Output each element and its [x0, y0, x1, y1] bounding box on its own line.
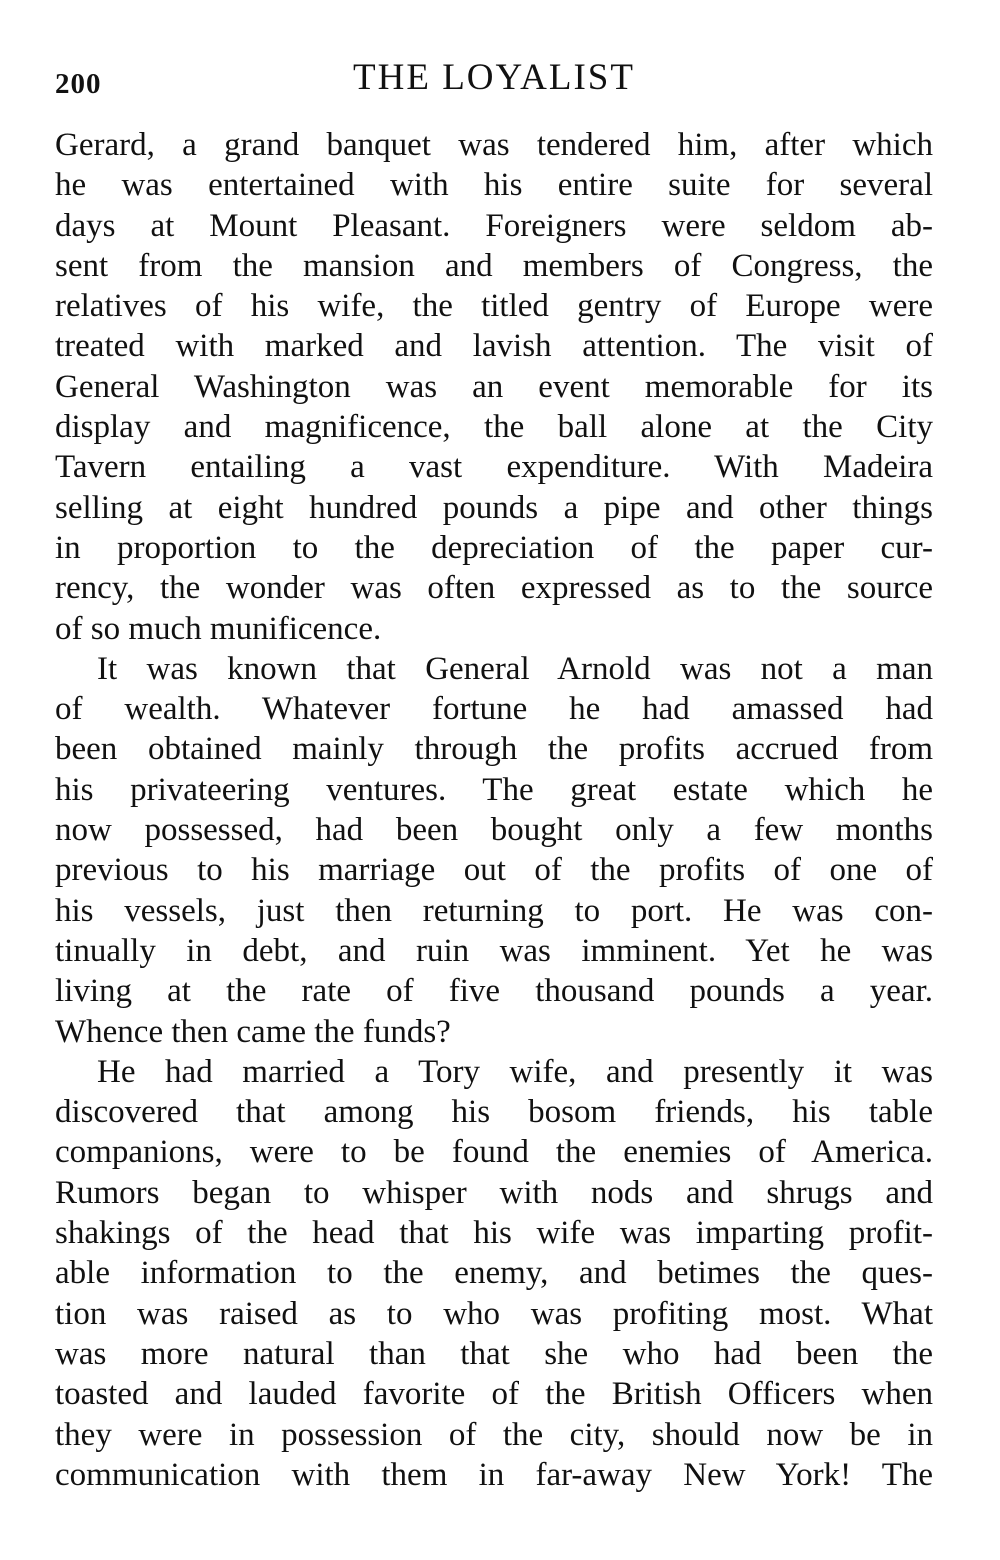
- text-line: his vessels, just then returning to port. He was con-: [55, 892, 933, 929]
- text-line: able information to the enemy, and betimes the ques-: [55, 1255, 933, 1292]
- page-number: 200: [55, 68, 102, 100]
- paragraph-first-line: He had married a Tory wife, and presently it was: [97, 1053, 933, 1090]
- text-line: he was entertained with his entire suite for several: [55, 167, 933, 204]
- page-header: [55, 56, 933, 106]
- text-line: selling at eight hundred pounds a pipe and other things: [55, 489, 933, 526]
- paragraph-first-line: It was known that General Arnold was not a man: [97, 650, 933, 687]
- text-line: shakings of the head that his wife was imparting profit-: [55, 1215, 933, 1252]
- text-line: tion was raised as to who was profiting most. What: [55, 1295, 933, 1332]
- text-line: they were in possession of the city, should now be in: [55, 1416, 933, 1453]
- text-line: living at the rate of five thousand pounds a year.: [55, 973, 933, 1010]
- text-line: days at Mount Pleasant. Foreigners were seldom ab-: [55, 207, 933, 244]
- text-line: tinually in debt, and ruin was imminent. Yet he was: [55, 932, 933, 969]
- text-line: General Washington was an event memorable for its: [55, 368, 933, 405]
- text-line: now possessed, had been bought only a few months: [55, 812, 933, 849]
- text-line: treated with marked and lavish attention. The visit of: [55, 328, 933, 365]
- text-line: was more natural than that she who had been the: [55, 1335, 933, 1372]
- text-line: Whence then came the funds?: [55, 1013, 451, 1050]
- text-line: display and magnificence, the ball alone at the City: [55, 409, 933, 446]
- text-line: of so much munificence.: [55, 610, 382, 647]
- running-title: THE LOYALIST: [353, 57, 635, 98]
- text-line: his privateering ventures. The great estate which he: [55, 771, 933, 808]
- text-line: in proportion to the depreciation of the paper cur-: [55, 529, 933, 566]
- text-line: Gerard, a grand banquet was tendered him, after which: [55, 127, 933, 163]
- text-line: Tavern entailing a vast expenditure. With Madeira: [55, 449, 933, 486]
- text-line: rency, the wonder was often expressed as to the source: [55, 570, 933, 607]
- text-line: toasted and lauded favorite of the British Officers when: [55, 1376, 933, 1413]
- text-line: Rumors began to whisper with nods and shrugs and: [55, 1174, 933, 1211]
- body-text: [55, 125, 933, 1495]
- text-line: been obtained mainly through the profits accrued from: [55, 731, 933, 768]
- text-line: communication with them in far-away New York! The: [55, 1456, 933, 1493]
- text-line: previous to his marriage out of the profits of one of: [55, 852, 933, 889]
- text-line: discovered that among his bosom friends, his table: [55, 1094, 933, 1131]
- text-line: sent from the mansion and members of Congress, the: [55, 247, 933, 284]
- text-line: of wealth. Whatever fortune he had amassed had: [55, 691, 933, 728]
- text-line: companions, were to be found the enemies of America.: [55, 1134, 933, 1171]
- text-line: relatives of his wife, the titled gentry of Europe were: [55, 288, 933, 325]
